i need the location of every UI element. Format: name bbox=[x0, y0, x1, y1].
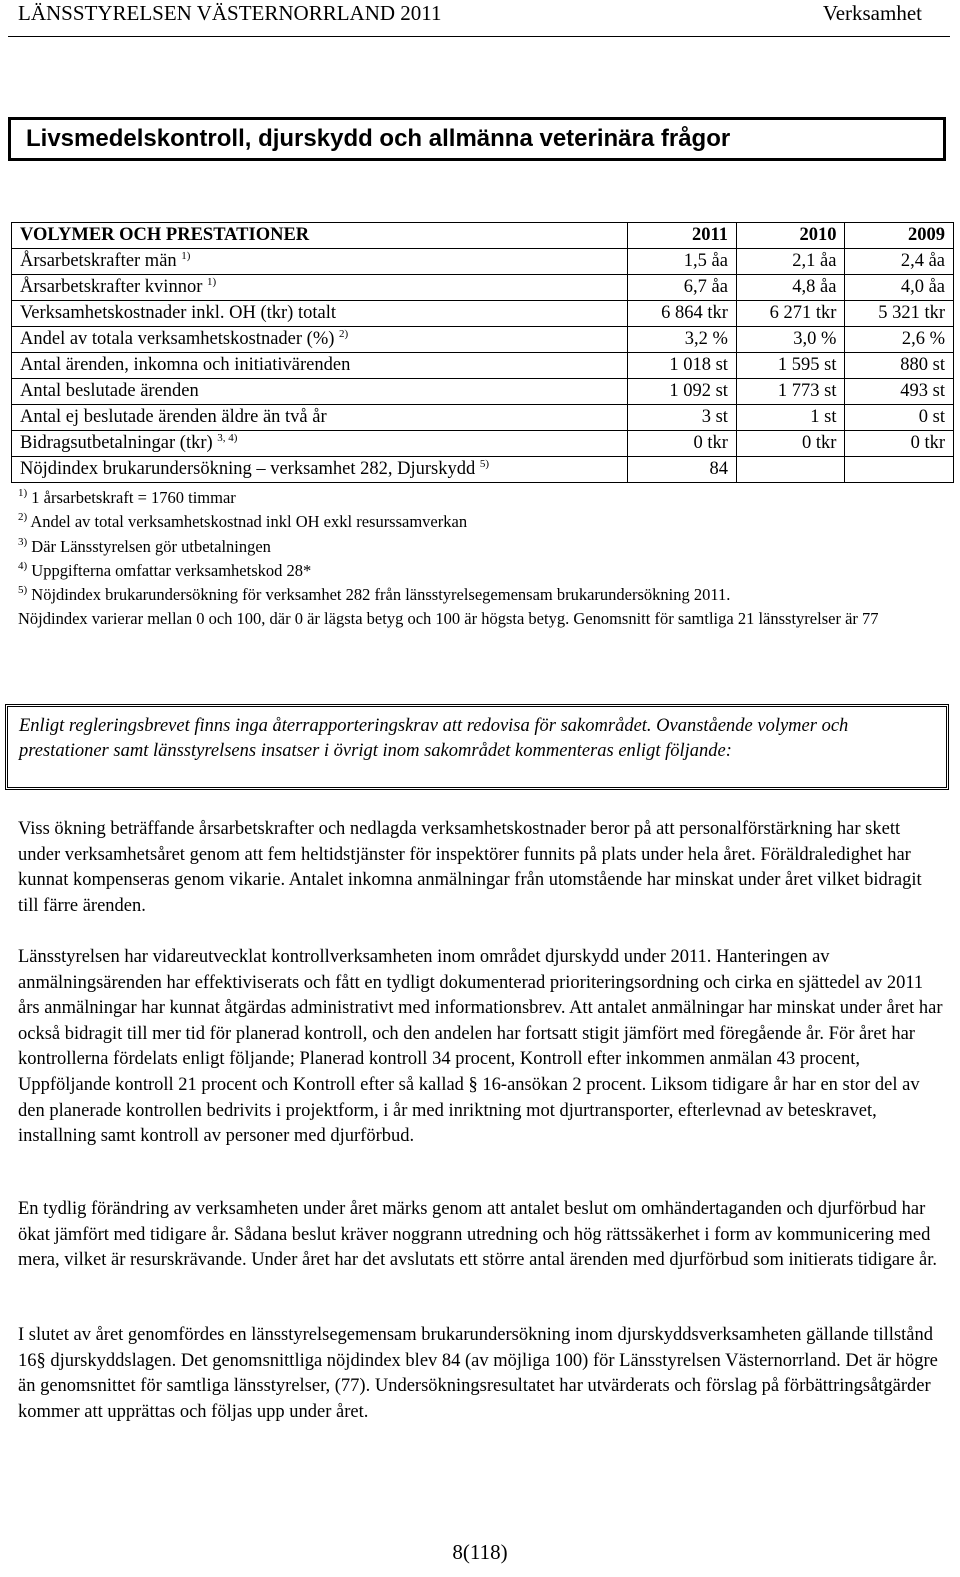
cell-value: 1 st bbox=[736, 405, 845, 431]
table-row bbox=[12, 275, 954, 301]
cell-value: 2,4 åa bbox=[845, 249, 954, 275]
table-row bbox=[12, 249, 954, 275]
page-number: 8(118) bbox=[452, 1540, 508, 1564]
reporting-requirement-box bbox=[5, 704, 949, 790]
footnote: $^{2)}$ Andel av total verksamhetskostnad inkl OH exkl resurssamverkan bbox=[18, 511, 468, 532]
cell-value: 6 864 tkr bbox=[628, 301, 737, 327]
section-title-box bbox=[8, 117, 946, 161]
cell-value: 1 773 st bbox=[736, 379, 845, 405]
paragraph-decisions: En tydlig förändring av verksamheten under året märks genom att antalet beslut om omhändertaganden och djurförbud har ökat jämfört med tidigare år. Sådana beslut kräver noggrann utredning och hög rättssäkerhet i form av kommunicering med mera, vilket är resurskrävande. Under året har det avslutats ett större antal ärenden med djurförbud som initierats tidigare år. bbox=[18, 1199, 938, 1271]
footnotes bbox=[18, 486, 948, 632]
cell-value bbox=[845, 457, 954, 483]
row-label: Antal beslutade ärenden bbox=[12, 379, 628, 405]
cell-value: 6 271 tkr bbox=[736, 301, 845, 327]
year-2011: 2011 bbox=[628, 223, 737, 249]
table-row bbox=[12, 353, 954, 379]
row-label: Antal ej beslutade ärenden äldre än två år bbox=[12, 405, 628, 431]
cell-value: 2,6 % bbox=[845, 327, 954, 353]
cell-value: 6,7 åa bbox=[628, 275, 737, 301]
table-row bbox=[12, 379, 954, 405]
row-label: Nöjdindex brukarundersökning – verksamhet 282, Djurskydd $^{5)}$ bbox=[12, 457, 628, 483]
year-2010: 2010 bbox=[736, 223, 845, 249]
paragraph-control: Länsstyrelsen har vidareutvecklat kontrollverksamheten inom området djurskydd under 2011. Hanteringen av anmälningsärenden har effektiviserats och fått en tydligt dokumenterad prioriteringsordning och cirka en sjättedel av 2011 års anmälningar har kunnat åtgärdas administrativt med informationsbrev. Att antalet anmälningar har minskat under året har också bidragit till mer tid för planerad kontroll, och den andelen har fortsatt stigit jämfört med föregående år. För året har kontrollerna fördelats enligt följande; Planerad kontroll 34 procent, Kontroll efter inkommen anmälan 43 procent, Uppföljande kontroll 21 procent och Kontroll efter så kallad § 16-ansökan 2 procent. Liksom tidigare år har en stor del av den planerade kontrollen bedrivits i projektform, i år med inriktning mot djurtransporter, efterlevnad av beteskravet, installning samt kontroll av personer med djurförbud. bbox=[18, 947, 943, 1147]
cell-value: 880 st bbox=[845, 353, 954, 379]
footnote: $^{4)}$ Uppgifterna omfattar verksamhetskod 28* bbox=[18, 559, 312, 580]
cell-value: 3 st bbox=[628, 405, 737, 431]
cell-value: 0 tkr bbox=[845, 431, 954, 457]
page-header bbox=[18, 1, 922, 31]
row-label: Verksamhetskostnader inkl. OH (tkr) totalt bbox=[12, 301, 628, 327]
row-label: Årsarbetskrafter kvinnor $^{1)}$ bbox=[12, 275, 628, 301]
reporting-requirement-text: Enligt regleringsbrevet finns inga återrapporteringskrav att redovisa för sakområdet. Ovanstående volymer och prestationer samt länsstyrelsens insatser i övrigt inom sakområdet kommenteras enligt följande: bbox=[19, 716, 849, 761]
cell-value: 84 bbox=[628, 457, 737, 483]
table-row bbox=[12, 301, 954, 327]
row-label: Andel av totala verksamhetskostnader (%) $^{2)}$ bbox=[12, 327, 628, 353]
cell-value: 3,0 % bbox=[736, 327, 845, 353]
cell-value: 1,5 åa bbox=[628, 249, 737, 275]
cell-value: 2,1 åa bbox=[736, 249, 845, 275]
cell-value: 1 018 st bbox=[628, 353, 737, 379]
cell-value: 4,0 åa bbox=[845, 275, 954, 301]
row-label: Antal ärenden, inkomna och initiativärenden bbox=[12, 353, 628, 379]
header-organization: LÄNSSTYRELSEN VÄSTERNORRLAND 2011 bbox=[18, 1, 442, 25]
cell-value: 1 595 st bbox=[736, 353, 845, 379]
table-header-row bbox=[12, 223, 954, 249]
header-divider bbox=[8, 36, 950, 37]
cell-value bbox=[736, 457, 845, 483]
footnote: $^{3)}$ Där Länsstyrelsen gör utbetalningen bbox=[18, 535, 271, 556]
volumes-table bbox=[11, 222, 954, 483]
table-heading: VOLYMER OCH PRESTATIONER bbox=[12, 223, 628, 249]
footnote-extra: Nöjdindex varierar mellan 0 och 100, där 0 är lägsta betyg och 100 är högsta betyg. Genomsnitt för samtliga 21 länsstyrelser är 77 bbox=[18, 609, 879, 629]
cell-value: 0 tkr bbox=[628, 431, 737, 457]
cell-value: 0 st bbox=[845, 405, 954, 431]
paragraph-survey: I slutet av året genomfördes en länsstyrelsegemensam brukarundersökning inom djurskyddsverksamheten gällande tillstånd 16§ djurskyddslagen. Det genomsnittliga nöjdindex blev 84 (av möjliga 100) för Länsstyrelsen Västernorrland. Det är högre än genomsnittet för samtliga länsstyrelser, (77). Undersökningsresultatet har utvärderats och förslag på förbättringsåtgärder kommer att upprättas och följas upp under året. bbox=[18, 1325, 938, 1422]
table-row bbox=[12, 327, 954, 353]
table-row bbox=[12, 405, 954, 431]
cell-value: 4,8 åa bbox=[736, 275, 845, 301]
paragraph-staffing: Viss ökning beträffande årsarbetskrafter och nedlagda verksamhetskostnader beror på att personalförstärkning har skett under verksamhetsåret genom att fem heltidstjänster för inspektörer funnits på plats under hela året. Föräldraledighet har kunnat kompenseras genom vikarie. Antalet inkomna anmälningar från utomstående har minskat under året vilket bidragit till färre ärenden. bbox=[18, 819, 922, 916]
cell-value: 5 321 tkr bbox=[845, 301, 954, 327]
header-section: Verksamhet bbox=[822, 1, 922, 25]
cell-value: 0 tkr bbox=[736, 431, 845, 457]
row-label: Årsarbetskrafter män $^{1)}$ bbox=[12, 249, 628, 275]
year-2009: 2009 bbox=[845, 223, 954, 249]
table-row bbox=[12, 431, 954, 457]
row-label: Bidragsutbetalningar (tkr) $^{3, 4)}$ bbox=[12, 431, 628, 457]
cell-value: 493 st bbox=[845, 379, 954, 405]
cell-value: 3,2 % bbox=[628, 327, 737, 353]
footnote: $^{1)}$ 1 årsarbetskraft = 1760 timmar bbox=[18, 487, 236, 507]
table-row bbox=[12, 457, 954, 483]
cell-value: 1 092 st bbox=[628, 379, 737, 405]
section-title: Livsmedelskontroll, djurskydd och allmänna veterinära frågor bbox=[26, 125, 731, 152]
footnote: $^{5)}$ Nöjdindex brukarundersökning för verksamhet 282 från länsstyrelsegemensam brukarundersökning 2011. bbox=[18, 584, 731, 605]
